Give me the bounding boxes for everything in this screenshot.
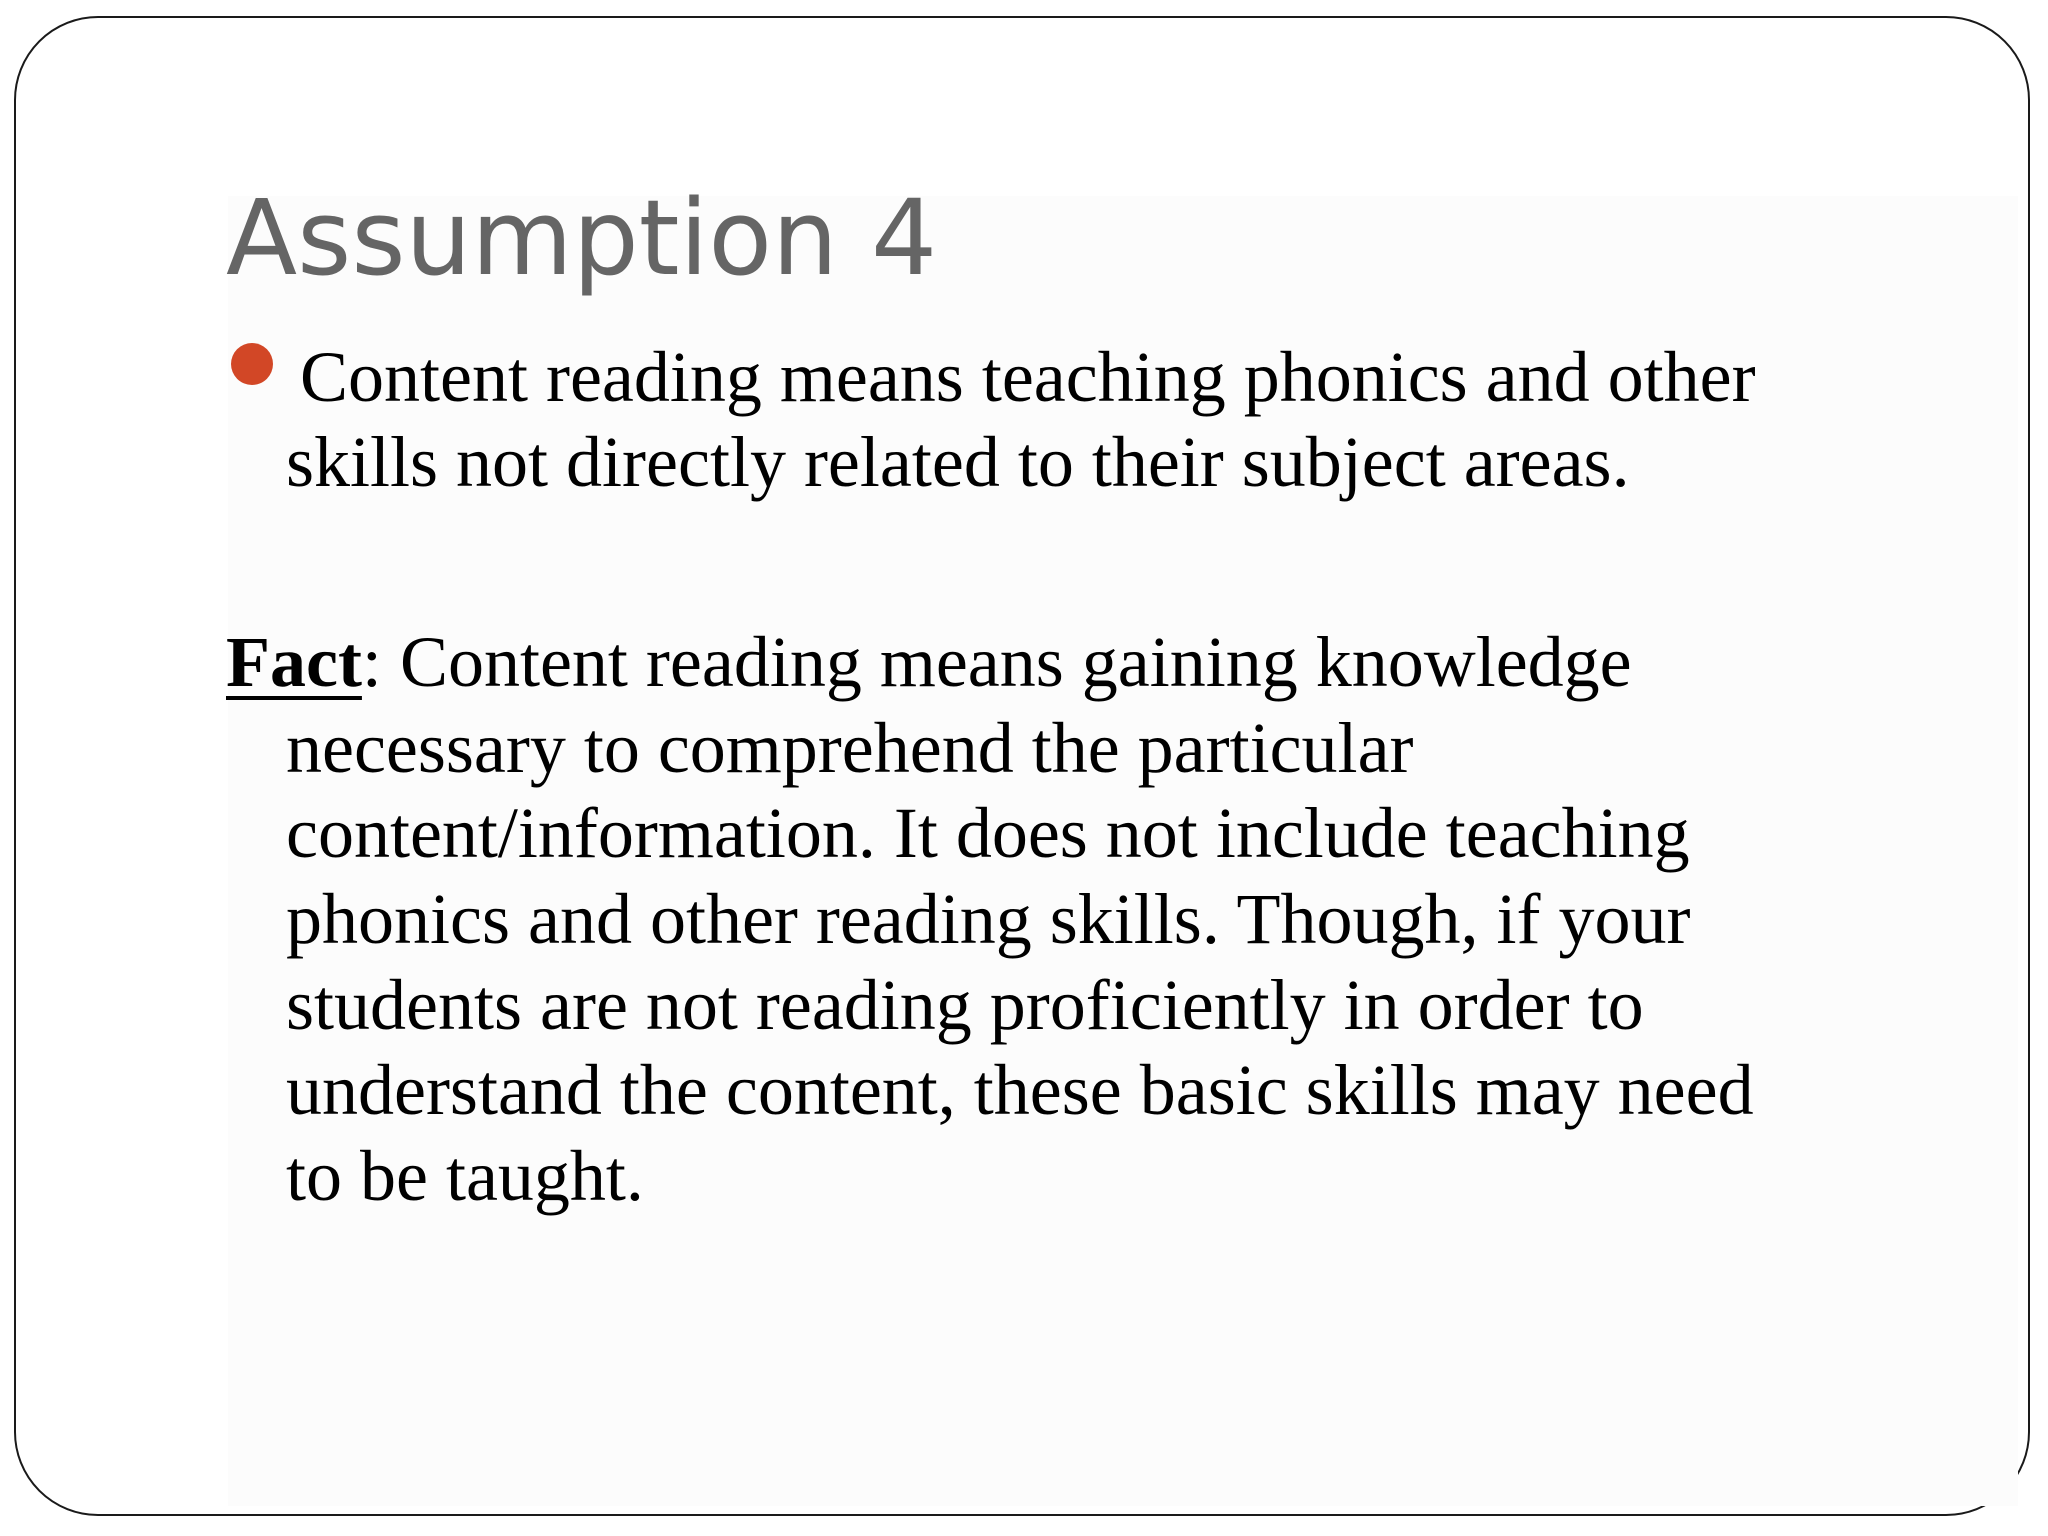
bullet-text-line-2: skills not directly related to their subject areas. xyxy=(286,422,1630,502)
fact-text-line-3: content/information. It does not include teaching xyxy=(286,793,1690,873)
fact-text-line-5: students are not reading proficiently in order to xyxy=(286,965,1644,1045)
fact-text-line-1: Content reading means gaining knowledge xyxy=(381,622,1632,702)
fact-label: Fact xyxy=(226,622,362,702)
fact-text-line-4: phonics and other reading skills. Though, if your xyxy=(286,879,1691,959)
fact-text-line-2: necessary to comprehend the particular xyxy=(286,708,1414,788)
fact-separator: : xyxy=(361,622,382,702)
fact-text-line-6: understand the content, these basic skills may need xyxy=(286,1050,1754,1130)
fact-text-line-7: to be taught. xyxy=(286,1136,644,1216)
bullet-text-line-1: Content reading means teaching phonics and other xyxy=(300,337,1756,417)
fact-first-line xyxy=(226,619,1632,705)
bullet-dot-icon xyxy=(231,343,273,385)
slide-title: Assumption 4 xyxy=(226,177,938,299)
